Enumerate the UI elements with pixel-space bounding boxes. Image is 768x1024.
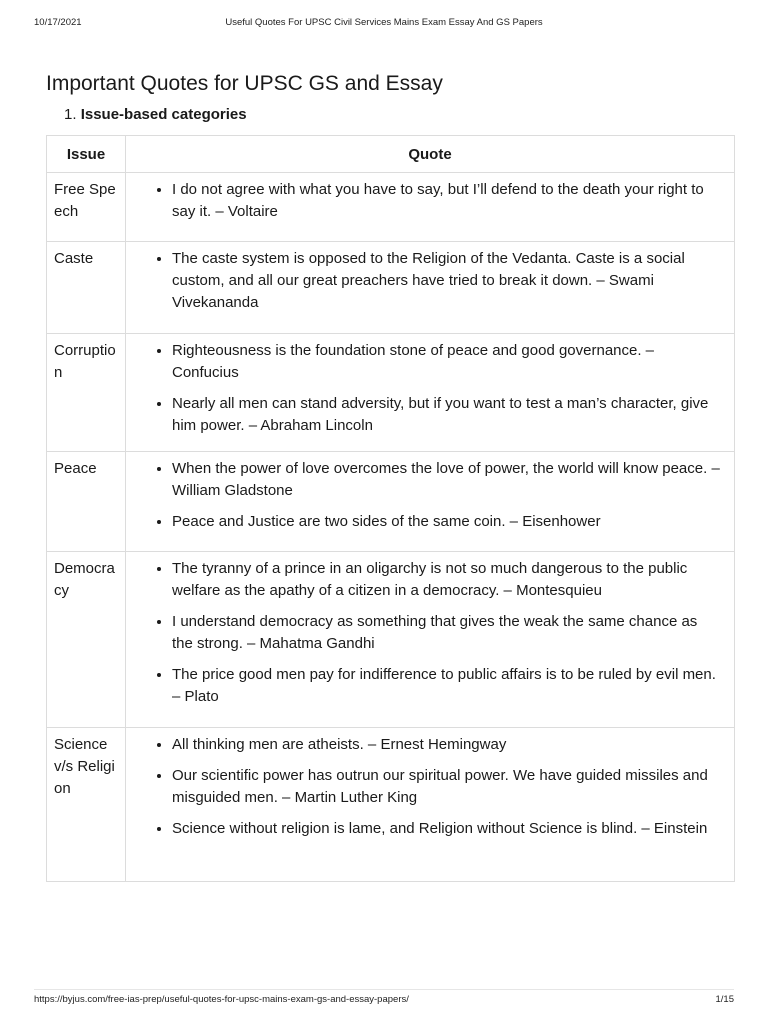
table-row — [47, 334, 735, 452]
quote-item: • All thinking men are atheists. – Ernest Hemingway — [172, 734, 720, 756]
column-header-quote: Quote — [126, 136, 735, 173]
quote-item: • Science without religion is lame, and Religion without Science is blind. – Einstein — [172, 818, 720, 840]
print-footer — [0, 994, 768, 1008]
quote-list — [156, 734, 720, 840]
quote-list — [156, 179, 720, 223]
quote-cell — [126, 173, 735, 242]
quote-item: • I do not agree with what you have to say, but I’ll defend to the death your right to say it. – Voltaire — [172, 179, 720, 223]
issue-cell: Caste — [47, 242, 126, 334]
section-heading — [64, 106, 247, 123]
quote-item: • When the power of love overcomes the love of power, the world will know peace. – William Gladstone — [172, 458, 720, 502]
quote-cell — [126, 242, 735, 334]
issue-cell: Free Speech — [47, 173, 126, 242]
table-row — [47, 552, 735, 728]
quote-item: • Righteousness is the foundation stone of peace and good governance. – Confucius — [172, 340, 720, 384]
print-page-title: Useful Quotes For UPSC Civil Services Mains Exam Essay And GS Papers — [225, 17, 543, 28]
quote-item: • Our scientific power has outrun our spiritual power. We have guided missiles and misguided men. – Martin Luther King — [172, 765, 720, 809]
quote-list — [156, 340, 720, 437]
table-row — [47, 728, 735, 882]
quotes-table — [46, 135, 735, 882]
quote-list — [156, 458, 720, 533]
column-header-issue: Issue — [47, 136, 126, 173]
footer-divider — [34, 989, 734, 990]
quote-item: • Peace and Justice are two sides of the same coin. – Eisenhower — [172, 511, 720, 533]
issue-cell: Corruption — [47, 334, 126, 452]
section-title: Issue-based categories — [80, 106, 247, 123]
issue-cell: Democracy — [47, 552, 126, 728]
section-number: 1. — [64, 106, 77, 123]
quote-item: • I understand democracy as something that gives the weak the same chance as the strong. – Mahatma Gandhi — [172, 611, 720, 655]
print-date: 10/17/2021 — [34, 17, 82, 28]
table-row — [47, 452, 735, 552]
quote-cell — [126, 728, 735, 882]
document-title: Important Quotes for UPSC GS and Essay — [46, 72, 443, 95]
table-header-row — [47, 136, 735, 173]
quote-item: • The caste system is opposed to the Religion of the Vedanta. Caste is a social custom, and all our great preachers have tried to break it down. – Swami Vivekananda — [172, 248, 720, 314]
source-url[interactable]: https://byjus.com/free-ias-prep/useful-quotes-for-upsc-mains-exam-gs-and-essay-papers/ — [34, 994, 409, 1005]
quote-cell — [126, 452, 735, 552]
quote-cell — [126, 334, 735, 452]
quote-cell — [126, 552, 735, 728]
table-row — [47, 242, 735, 334]
issue-cell: Peace — [47, 452, 126, 552]
print-header — [0, 17, 768, 31]
quote-list — [156, 248, 720, 314]
issue-cell: Science v/s Religion — [47, 728, 126, 882]
quote-item: • The tyranny of a prince in an oligarchy is not so much dangerous to the public welfare as the apathy of a citizen in a democracy. – Montesquieu — [172, 558, 720, 602]
quote-list — [156, 558, 720, 708]
page-number: 1/15 — [715, 994, 734, 1005]
table-row — [47, 173, 735, 242]
quote-item: • The price good men pay for indifference to public affairs is to be ruled by evil men. – Plato — [172, 664, 720, 708]
quote-item: • Nearly all men can stand adversity, but if you want to test a man’s character, give him power. – Abraham Lincoln — [172, 393, 720, 437]
